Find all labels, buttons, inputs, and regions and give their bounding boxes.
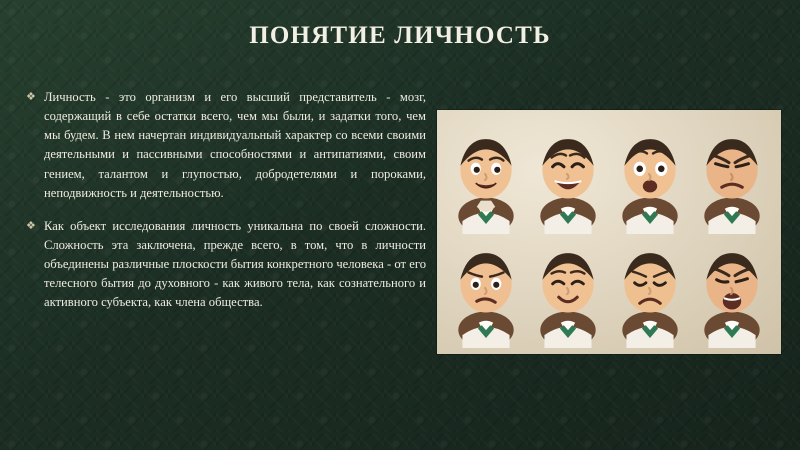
face-laughing bbox=[527, 120, 609, 234]
faces-grid bbox=[437, 110, 781, 354]
face-shouting bbox=[691, 234, 773, 348]
face-sad bbox=[609, 234, 691, 348]
face-angry bbox=[691, 120, 773, 234]
illustration-panel bbox=[437, 110, 781, 354]
list-item bbox=[26, 88, 426, 203]
face-worried bbox=[445, 234, 527, 348]
face-happy-smile bbox=[445, 120, 527, 234]
bullet-text: Как объект исследования личность уникальна по своей сложности. Сложность эта заключена, прежде всего, в том, что в личности объединены различные плоскости бытия конкретного человека - от его телесного бытия до духовного - как живого тела, как сознательного и активного субъекта, как члена общества. bbox=[44, 218, 426, 310]
face-calm-smile bbox=[527, 234, 609, 348]
page-title: ПОНЯТИЕ ЛИЧНОСТЬ bbox=[249, 22, 551, 49]
body-text-column bbox=[26, 88, 426, 327]
face-surprised bbox=[609, 120, 691, 234]
list-item bbox=[26, 217, 426, 313]
bullet-marker-icon: ❖ bbox=[26, 91, 36, 103]
bullet-marker-icon: ❖ bbox=[26, 219, 36, 232]
bullet-text: Личность - это организм и его высший представитель - мозг, содержащий в себе остатки всего, чем мы были, и задатки того, чем мы будем. В нем начертан индивидуальный характер со всеми своими деятельными и пассивными способностями и антипатиями, своим гением, талантом и глупостью, добродетелями и пороками, неподвижность и деятельностью. bbox=[44, 90, 426, 200]
